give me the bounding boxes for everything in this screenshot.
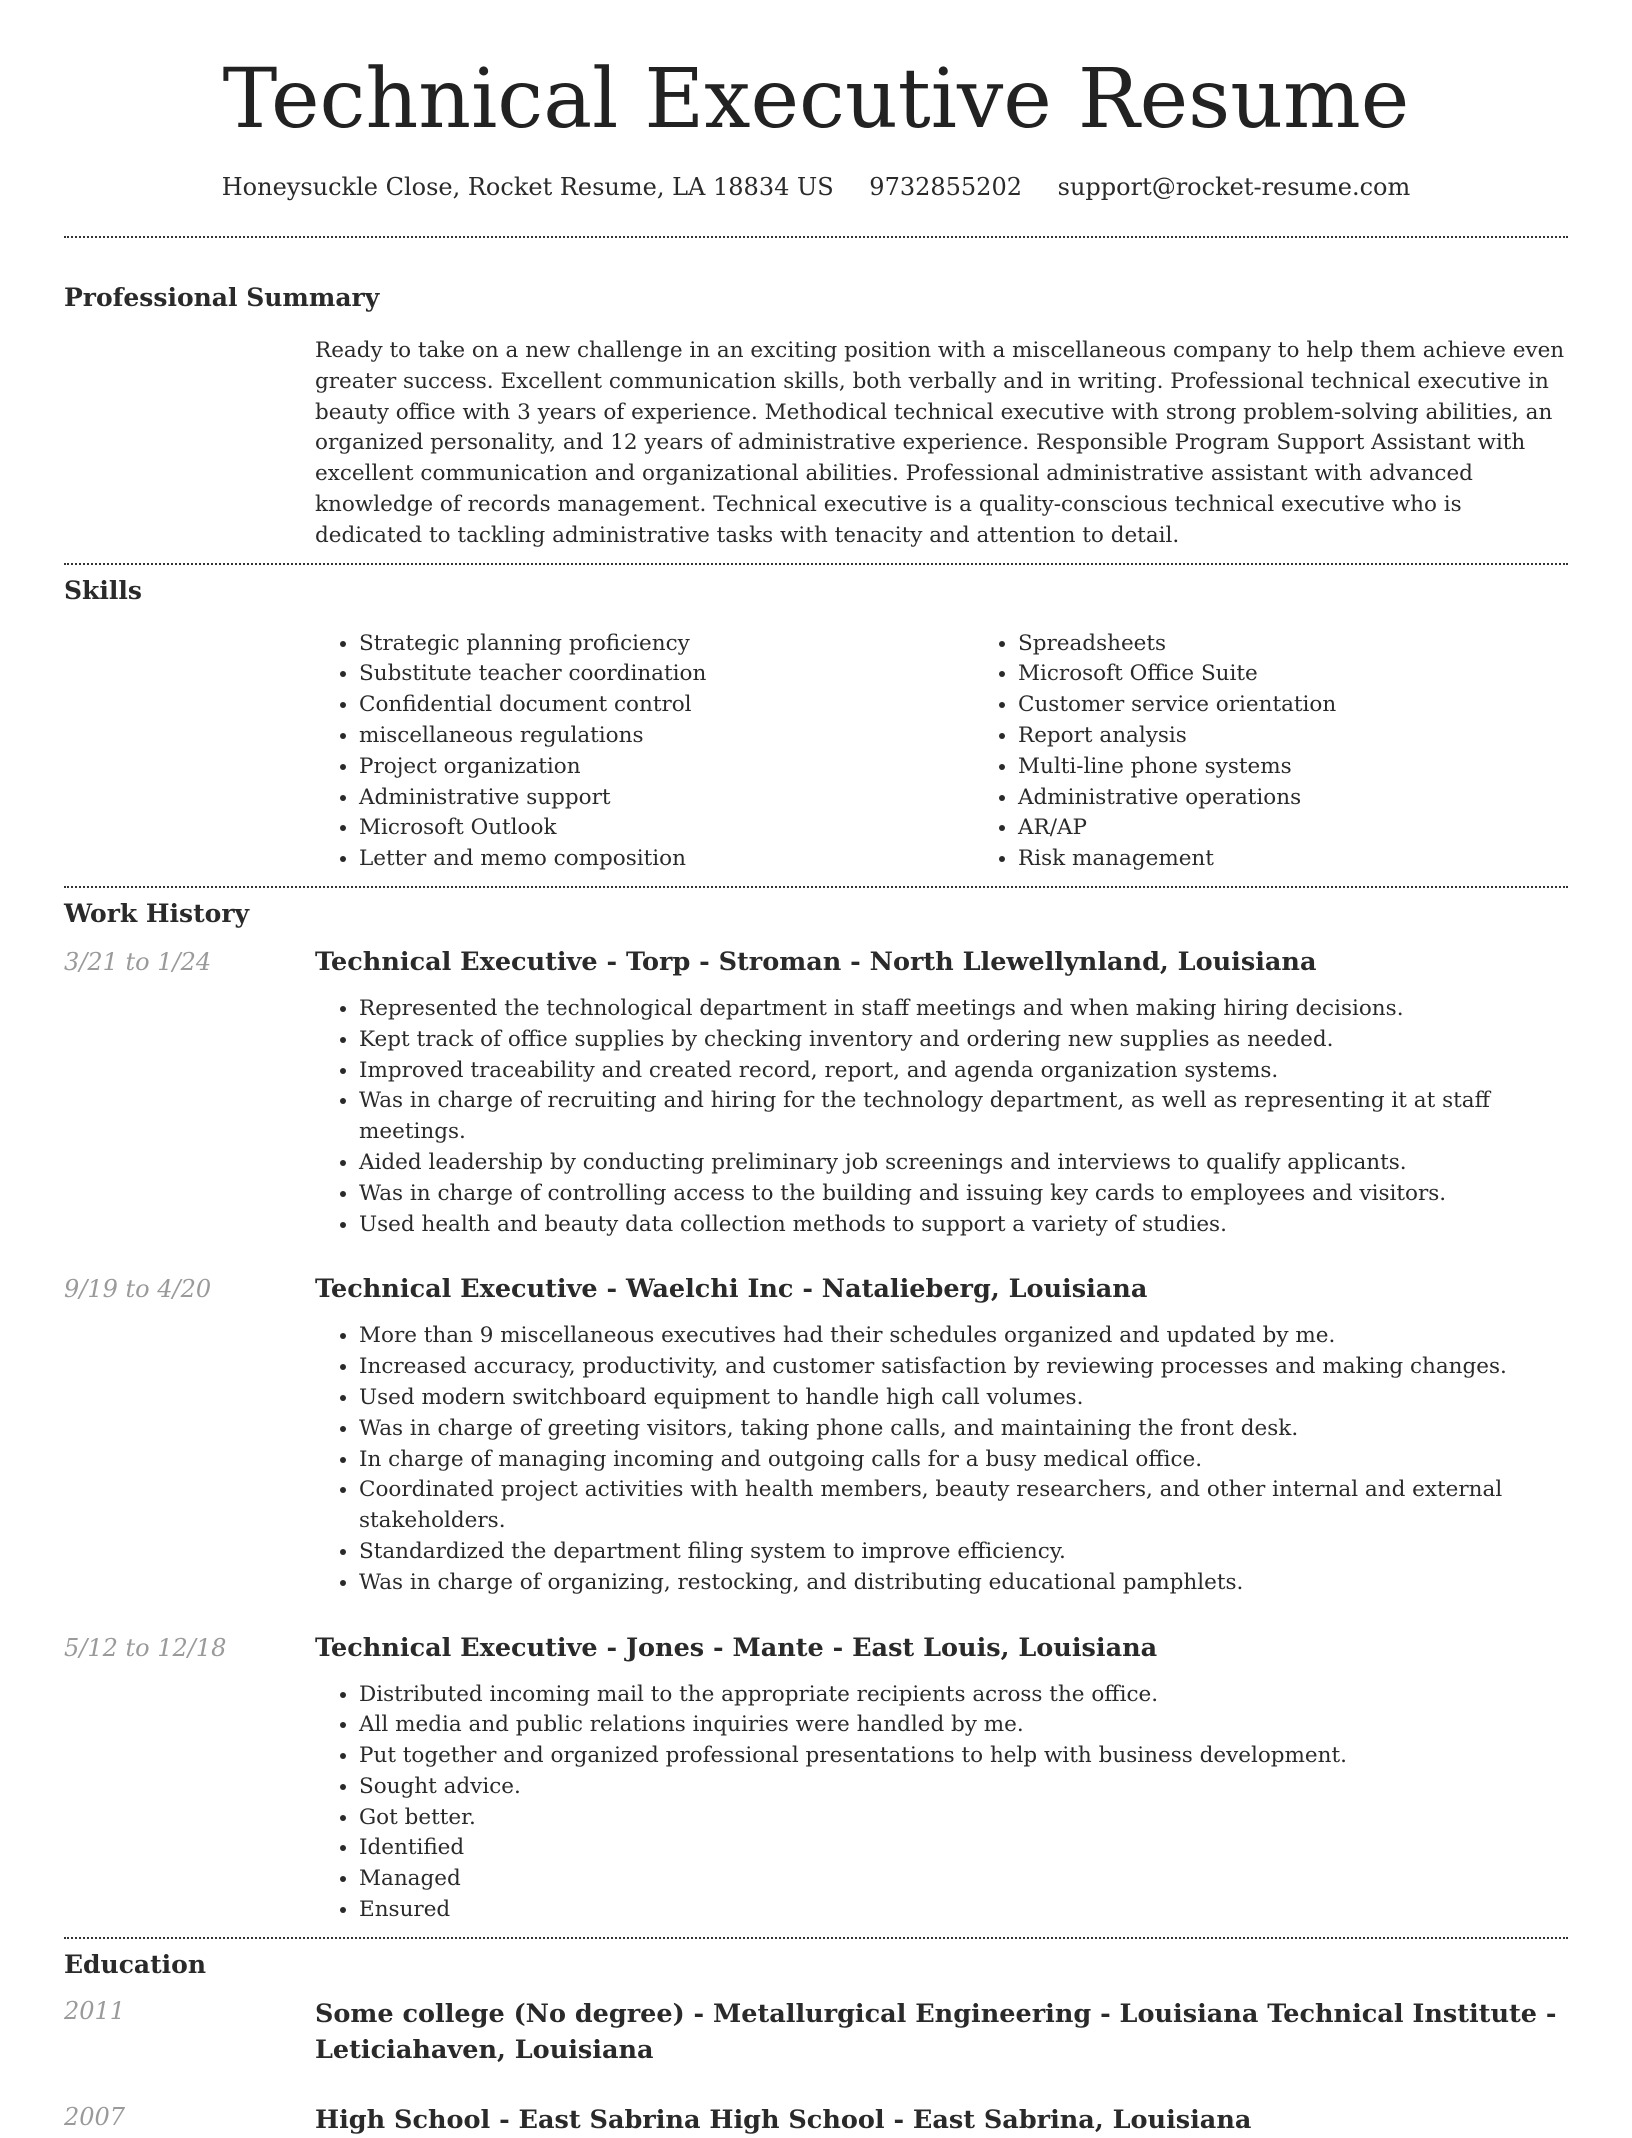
skill-item: • Administrative operations (1018, 783, 1632, 814)
skill-item: • Spreadsheets (1018, 629, 1632, 660)
job-bullet: • Was in charge of organizing, restocking, and distributing educational pamphlets. (359, 1568, 1568, 1599)
education-year: 2011 (64, 1996, 126, 2025)
resume-page (64, 0, 1568, 2138)
job-bullet: • Identified (359, 1833, 1568, 1864)
skill-item: • Confidential document control (359, 690, 974, 721)
job-dates: 5/12 to 12/18 (64, 1633, 227, 1662)
contact-email: support@rocket-resume.com (1057, 173, 1411, 201)
job-bullet: • Put together and organized professional presentations to help with business development. (359, 1741, 1568, 1772)
job-title: Technical Executive - Torp - Stroman - North Llewellynland, Louisiana (315, 946, 1317, 977)
job-bullet: • Sought advice. (359, 1772, 1568, 1803)
skill-item: • Customer service orientation (1018, 690, 1632, 721)
skill-item: • AR/AP (1018, 813, 1632, 844)
job-bullet: • Increased accuracy, productivity, and customer satisfaction by reviewing processes and making changes. (359, 1352, 1568, 1383)
skill-item: • Letter and memo composition (359, 844, 974, 875)
contact-address: Honeysuckle Close, Rocket Resume, LA 18834 US (221, 173, 834, 201)
resume-title: Technical Executive Resume (222, 52, 1410, 147)
job-bullet: • Was in charge of controlling access to the building and issuing key cards to employees and visitors. (359, 1179, 1568, 1210)
skill-item: • miscellaneous regulations (359, 721, 974, 752)
contact-line (64, 172, 1568, 202)
education-title: Some college (No degree) - Metallurgical Engineering - Louisiana Technical Institute - Leticiahaven, Louisiana (315, 1998, 1557, 2065)
education-entry (64, 1996, 1568, 2068)
job-bullet: • In charge of managing incoming and outgoing calls for a busy medical office. (359, 1445, 1568, 1476)
job-bullet: • Coordinated project activities with health members, beauty researchers, and other internal and external stakeholders. (359, 1475, 1568, 1537)
job-bullet: • Was in charge of greeting visitors, taking phone calls, and maintaining the front desk. (359, 1414, 1568, 1445)
skill-item: • Report analysis (1018, 721, 1632, 752)
section-heading-skills: Skills (64, 575, 142, 605)
job-bullets (315, 1680, 1568, 1926)
skill-item: • Microsoft Office Suite (1018, 659, 1632, 690)
job-bullet: • Used modern switchboard equipment to handle high call volumes. (359, 1383, 1568, 1414)
job-title: Technical Executive - Jones - Mante - East Louis, Louisiana (315, 1632, 1158, 1663)
job-bullet: • Got better. (359, 1803, 1568, 1834)
job-entry (64, 1274, 1568, 1598)
job-bullet: • Standardized the department filing system to improve efficiency. (359, 1537, 1568, 1568)
job-bullet: • Used health and beauty data collection methods to support a variety of studies. (359, 1210, 1568, 1241)
job-bullet: • More than 9 miscellaneous executives had their schedules organized and updated by me. (359, 1321, 1568, 1352)
skill-item: • Administrative support (359, 783, 974, 814)
summary-section (64, 283, 1568, 552)
divider (64, 886, 1568, 888)
education-section (64, 1950, 1568, 2138)
section-heading-summary: Professional Summary (64, 283, 380, 312)
job-entry (64, 947, 1568, 1240)
skill-item: • Microsoft Outlook (359, 813, 974, 844)
education-title: High School - East Sabrina High School - East Sabrina, Louisiana (315, 2104, 1252, 2135)
contact-phone: 9732855202 (869, 173, 1022, 201)
work-history-section (64, 899, 1568, 1926)
job-bullet: • All media and public relations inquiries were handled by me. (359, 1710, 1568, 1741)
summary-text: Ready to take on a new challenge in an exciting position with a miscellaneous company to help them achieve even greater success. Excellent communication skills, both verbally and in writing. Professional technical executive in beauty office with 3 years of experience. Methodical technical executive with strong problem-solving abilities, an organized personality, and 12 years of administrative experience. Responsible Program Support Assistant with excellent communication and organizational abilities. Professional administrative assistant with advanced knowledge of records management. Technical executive is a quality-conscious technical executive who is dedicated to tackling administrative tasks with tenacity and attention to detail. (315, 338, 1565, 548)
job-bullets (315, 994, 1568, 1240)
job-title: Technical Executive - Waelchi Inc - Natalieberg, Louisiana (315, 1274, 1148, 1305)
education-entry (64, 2102, 1568, 2138)
section-heading-education: Education (64, 1949, 207, 1979)
job-bullet: • Improved traceability and created record, report, and agenda organization systems. (359, 1056, 1568, 1087)
skill-item: • Strategic planning proficiency (359, 629, 974, 660)
skill-item: • Risk management (1018, 844, 1632, 875)
skill-item: • Project organization (359, 752, 974, 783)
job-bullet: • Represented the technological department in staff meetings and when making hiring decisions. (359, 994, 1568, 1025)
skills-section (64, 576, 1568, 875)
job-bullet: • Ensured (359, 1895, 1568, 1926)
job-bullet: • Was in charge of recruiting and hiring for the technology department, as well as representing it at staff meetings. (359, 1086, 1568, 1148)
skills-list-right (974, 629, 1632, 875)
job-bullet: • Aided leadership by conducting preliminary job screenings and interviews to qualify applicants. (359, 1148, 1568, 1179)
divider (64, 1937, 1568, 1939)
job-entry (64, 1633, 1568, 1926)
job-dates: 9/19 to 4/20 (64, 1275, 212, 1304)
job-dates: 3/21 to 1/24 (64, 947, 212, 976)
skill-item: • Multi-line phone systems (1018, 752, 1632, 783)
divider (64, 563, 1568, 565)
divider (64, 236, 1568, 238)
education-year: 2007 (64, 2102, 126, 2131)
job-bullets (315, 1321, 1568, 1598)
job-bullet: • Kept track of office supplies by checking inventory and ordering new supplies as needed. (359, 1025, 1568, 1056)
job-bullet: • Managed (359, 1864, 1568, 1895)
skill-item: • Substitute teacher coordination (359, 659, 974, 690)
section-heading-work: Work History (64, 898, 250, 928)
skills-list-left (315, 629, 974, 875)
job-bullet: • Distributed incoming mail to the appropriate recipients across the office. (359, 1680, 1568, 1711)
